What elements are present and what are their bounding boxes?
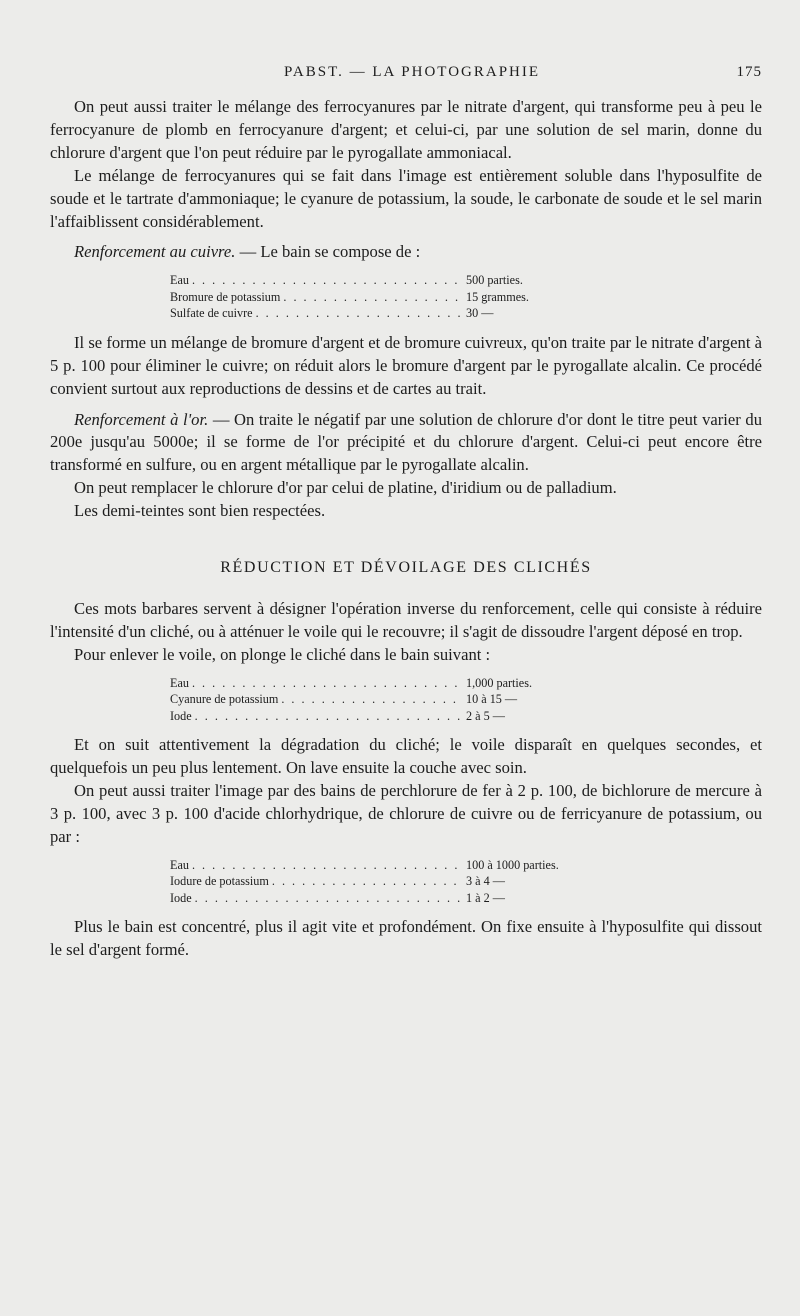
paragraph-text: — On traite le négatif par une solution de chlorure d'or dont le titre peut varier du 200e jusqu'au 5000e; il se forme de l'or précipité et du chlorure d'argent. Celui-ci peut encore être transformé en sulfure, ou en argent métallique par le pyrogallate alcalin. [50, 409, 762, 475]
ingredient-name: Iode [170, 890, 192, 905]
leader-dots [195, 890, 463, 907]
ingredient-quantity: 100 à 1000 parties. [466, 857, 559, 872]
leader-dots [192, 857, 463, 874]
ingredient-name: Eau [170, 857, 189, 872]
recipe-row [170, 289, 570, 306]
ingredient-quantity: 500 parties. [466, 273, 523, 288]
page-body [50, 96, 762, 962]
recipe-row [170, 691, 570, 708]
leader-dots [283, 289, 463, 306]
leader-dots [192, 272, 463, 289]
ingredient-name: Eau [170, 675, 189, 690]
leader-dots [281, 691, 463, 708]
ingredient-name: Iodure de potassium [170, 874, 269, 889]
leader-dots [195, 708, 463, 725]
ingredient-quantity: 2 à 5 — [466, 708, 505, 723]
paragraph: Plus le bain est concentré, plus il agit vite et profondément. On fixe ensuite à l'hyposulfite qui dissout le sel d'argent formé. [50, 917, 762, 960]
ingredient-quantity: 15 grammes. [466, 289, 529, 304]
recipe-row [170, 272, 570, 289]
paragraph: Et on suit attentivement la dégradation du cliché; le voile disparaît en quelques secondes, et quelquefois un peu plus lentement. On lave ensuite la couche avec soin. [50, 735, 762, 778]
recipe-row [170, 305, 570, 322]
paragraph: Les demi-teintes sont bien respectées. [74, 501, 326, 521]
ingredient-name: Eau [170, 273, 189, 288]
recipe-table-copper [170, 272, 570, 322]
paragraph: Le mélange de ferrocyanures qui se fait dans l'image est entièrement soluble dans l'hyposulfite de soude et le tartrate d'ammoniaque; le cyanure de potassium, la soude, le carbonate de soude et le sel marin l'affaiblissent considérablement. [50, 165, 762, 231]
leader-dots [272, 873, 463, 890]
paragraph: Il se forme un mélange de bromure d'argent et de bromure cuivreux, qu'on traite par le nitrate d'argent à 5 p. 100 pour éliminer le cuivre; on réduit alors le bromure d'argent par le pyrogallate alcalin. Ce procédé convient surtout aux reproductions de dessins et de cartes au trait. [50, 332, 762, 398]
ingredient-name: Iode [170, 708, 192, 723]
ingredient-quantity: 3 à 4 — [466, 874, 505, 889]
recipe-table-iodide [170, 857, 570, 907]
paragraph-text: — Le bain se compose de : [235, 242, 421, 262]
recipe-table-veil [170, 675, 570, 725]
ingredient-name: Cyanure de potassium [170, 692, 279, 707]
leader-dots [256, 305, 463, 322]
ingredient-quantity: 10 à 15 — [466, 692, 518, 707]
ingredient-quantity: 1 à 2 — [466, 890, 505, 905]
running-head: PABST. — LA PHOTOGRAPHIE [283, 64, 541, 80]
paragraph: On peut aussi traiter le mélange des ferrocyanures par le nitrate d'argent, qui transforme peu à peu le ferrocyanure de plomb en ferrocyanure d'argent; et celui-ci, par une solution de sel marin, donne du chlorure d'argent que l'on peut réduire par le pyrogallate ammoniacal. [50, 97, 762, 162]
leader-dots [192, 675, 463, 692]
paragraph: On peut remplacer le chlorure d'or par celui de platine, d'iridium ou de palladium. [74, 478, 617, 498]
ingredient-name: Bromure de potassium [170, 289, 281, 304]
ingredient-name: Sulfate de cuivre [170, 306, 253, 321]
page-number: 175 [736, 64, 762, 80]
paragraph-copper-reinforcement [50, 241, 762, 264]
recipe-row [170, 873, 570, 890]
recipe-row [170, 857, 570, 874]
paragraph: On peut aussi traiter l'image par des bains de perchlorure de fer à 2 p. 100, de bichlorure de mercure à 3 p. 100, avec 3 p. 100 d'acide chlorhydrique, de chlorure de cuivre ou de ferricyanure de potassium, ou par : [50, 781, 762, 846]
recipe-row [170, 675, 570, 692]
subheading: Renforcement au cuivre. [74, 242, 236, 262]
ingredient-quantity: 1,000 parties. [466, 675, 533, 690]
ingredient-quantity: 30 — [466, 306, 494, 321]
section-title: RÉDUCTION ET DÉVOILAGE DES CLICHÉS [220, 559, 592, 577]
subheading: Renforcement à l'or. [74, 409, 209, 429]
paragraph: Pour enlever le voile, on plonge le cliché dans le bain suivant : [74, 644, 491, 664]
paragraph-gold-reinforcement [50, 409, 762, 478]
recipe-row [170, 708, 570, 725]
recipe-row [170, 890, 570, 907]
page-header [62, 62, 762, 88]
paragraph: Ces mots barbares servent à désigner l'opération inverse du renforcement, celle qui consiste à réduire l'intensité d'un cliché, ou à atténuer le voile qui le recouvre; il s'agit de dissoudre l'argent déposé en trop. [50, 599, 762, 641]
